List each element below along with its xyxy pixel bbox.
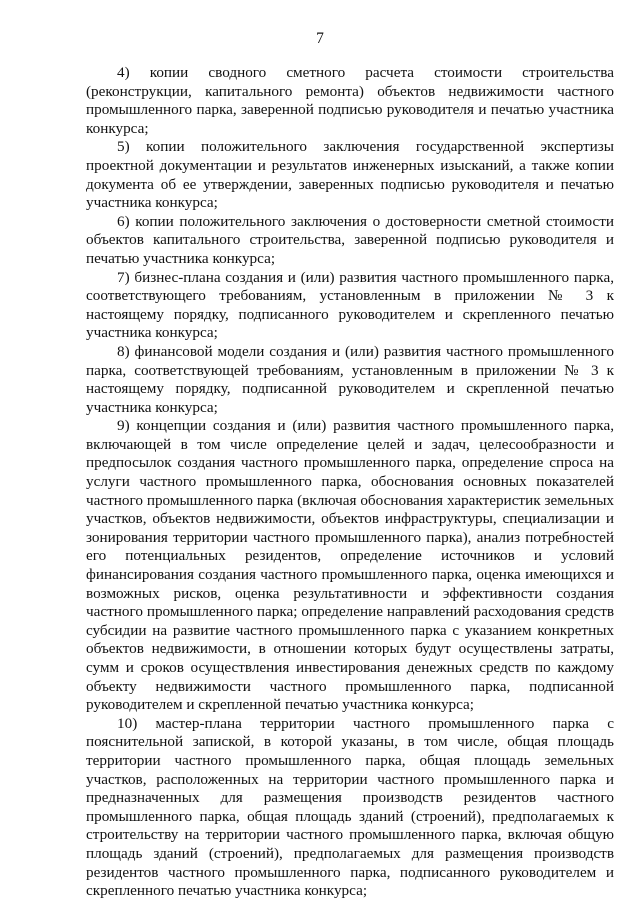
list-item-9: 9) концепции создания и (или) развития частного промышленного парка, включающей в том числе определение целей и задач, целесообразности и предпосылок создания частного промышленного парка, определение спроса на услуги частного промышленного парка, обоснования основных показателей частного промышленного парка (включая обоснования характеристик земельных участков, объектов недвижимости, объектов инфраструктуры, специализации и зонирования территории частного промышленного парка), анализ потребностей его потенциальных резидентов, определение источников и условий финансирования создания частного промышленного парка, оценка имеющихся и возможных рисков, оценка результативности и эффективности создания частного промышленного парка; определение направлений расходования средств субсидии на развитие частного промышленного парка с указанием конкретных объектов недвижимости, в отношении которых будут осуществлены затраты, сумм и сроков осуществления инвестирования денежных средств по каждому объекту недвижимости частного промышленного парка, подписанной руководителем и скрепленной печатью участника конкурса;	[86, 417, 614, 714]
document-body	[86, 64, 614, 901]
list-item-4: 4) копии сводного сметного расчета стоимости строительства (реконструкции, капитального ремонта) объектов недвижимости частного промышленного парка, заверенной подписью руководителя и печатью участника конкурса;	[86, 64, 614, 137]
list-item-7: 7) бизнес-плана создания и (или) развития частного промышленного парка, соответствующего требованиям, установленным в приложении № 3 к настоящему порядку, подписанного руководителем и скрепленного печатью участника конкурса;	[86, 268, 614, 342]
page-number: 7	[316, 30, 324, 47]
list-item-8: 8) финансовой модели создания и (или) развития частного промышленного парка, соответствующей требованиям, установленным в приложении № 3 к настоящему порядку, подписанной руководителем и скрепленной печатью участника конкурса;	[86, 342, 614, 416]
list-item-10: 10) мастер-плана территории частного промышленного парка с пояснительной запиской, в которой указаны, в том числе, общая площадь территории частного промышленного парка, общая площадь земельных участков, расположенных на территории частного промышленного парка и предназначенных для размещения производств резидентов частного промышленного парка, общая площадь зданий (строений), предполагаемых к строительству на территории частного промышленного парка, включая общую площадь зданий (строений), предполагаемых для размещения производств резидентов частного промышленного парка, подписанного руководителем и скрепленного печатью участника конкурса;	[86, 714, 614, 900]
list-item-5: 5) копии положительного заключения государственной экспертизы проектной документации и результатов инженерных изысканий, а также копии документа об ее утверждении, заверенных подписью руководителя и печатью участника конкурса;	[86, 138, 614, 212]
list-item-6: 6) копии положительного заключения о достоверности сметной стоимости объектов капитального строительства, заверенной подписью руководителя и печатью участника конкурса;	[86, 212, 614, 267]
